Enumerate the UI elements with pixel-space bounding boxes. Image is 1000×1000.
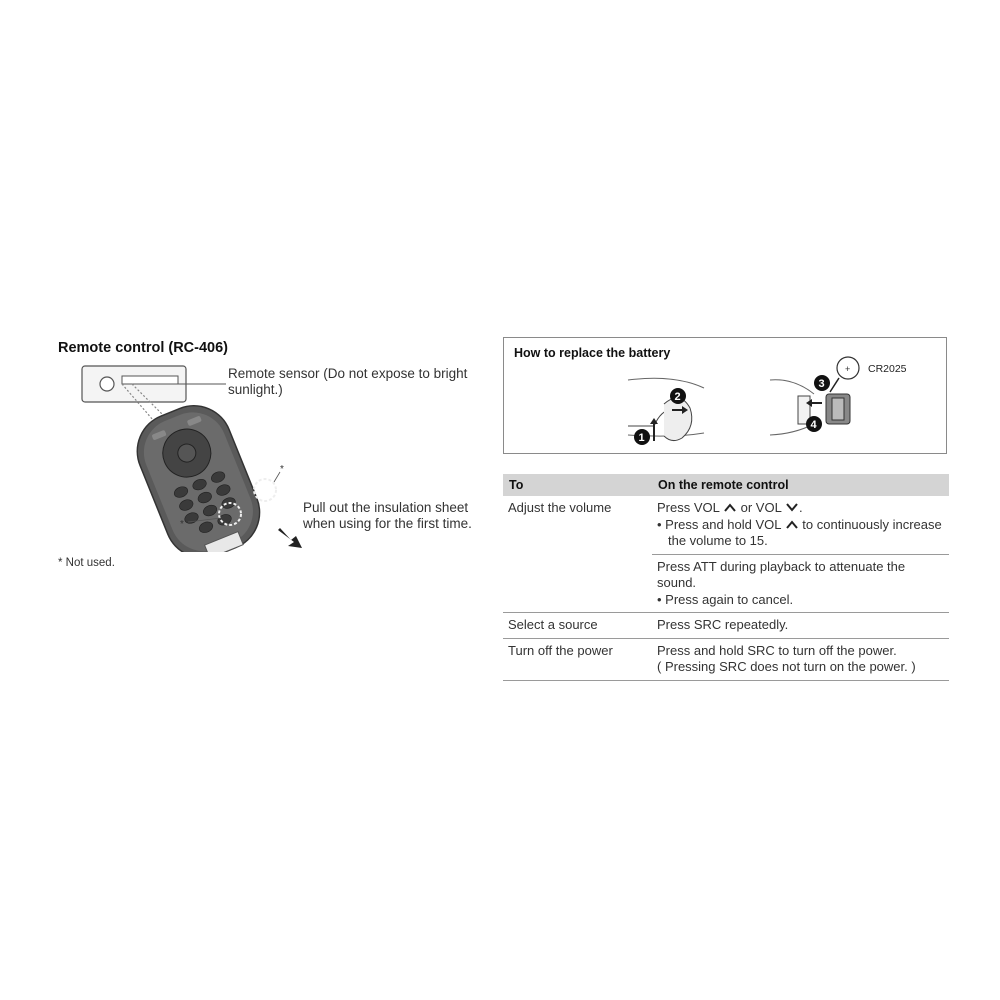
remote-sensor-note: Remote sensor (Do not expose to bright sunlight.) <box>228 366 468 397</box>
instruction-bullet: • Press again to cancel. <box>657 591 794 607</box>
bullet-text: • Press and hold VOL <box>657 516 782 532</box>
asterisk-mark: * <box>280 464 284 475</box>
table-cell-instruction <box>652 496 949 554</box>
step-1-marker <box>634 429 650 445</box>
bullet-text: to continuously increase the volume to 15. <box>668 516 942 548</box>
svg-text:+: + <box>845 364 851 374</box>
instruction-text: or VOL <box>740 500 782 515</box>
instruction-text: Press and hold SRC to turn off the power. <box>657 642 897 658</box>
table-cell-action: Turn off the power <box>503 638 652 680</box>
chevron-up-icon <box>723 501 737 513</box>
table-header-remote: On the remote control <box>652 474 949 496</box>
table-row <box>503 638 949 680</box>
step-3-marker <box>814 375 830 391</box>
asterisk-mark: * <box>180 519 184 530</box>
instruction-bullet <box>657 517 943 550</box>
svg-text:4: 4 <box>810 419 817 431</box>
table-cell-action: Adjust the volume <box>503 496 652 613</box>
table-header-row <box>503 474 949 496</box>
table-cell-instruction <box>652 554 949 613</box>
instruction-text: Press VOL <box>657 500 720 515</box>
battery-model-label: CR2025 <box>868 363 907 375</box>
chevron-down-icon <box>785 501 799 513</box>
remote-control-title: Remote control (RC-406) <box>58 340 228 356</box>
step-2-marker <box>670 388 686 404</box>
table-cell-action: Select a source <box>503 613 652 639</box>
table-cell-instruction <box>652 638 949 680</box>
instruction-text: Press ATT during playback to attenuate the sound. <box>657 558 906 590</box>
table-row <box>503 496 949 554</box>
not-used-footnote: * Not used. <box>58 557 115 569</box>
insulation-sheet-note: Pull out the insulation sheet when using for the first time. <box>303 500 472 531</box>
chevron-up-icon <box>785 518 799 530</box>
svg-text:1: 1 <box>638 432 645 444</box>
table-cell-instruction: Press SRC repeatedly. <box>652 613 949 639</box>
table-header-to: To <box>503 474 652 496</box>
remote-operations-table <box>503 474 949 681</box>
svg-text:3: 3 <box>818 378 825 390</box>
svg-text:2: 2 <box>674 391 681 403</box>
instruction-text: . <box>798 500 803 515</box>
table-row <box>503 613 949 639</box>
step-4-marker <box>806 416 822 432</box>
instruction-note: ( Pressing SRC does not turn on the power. ) <box>657 659 916 674</box>
battery-replacement-box <box>503 337 947 454</box>
battery-section-title: How to replace the battery <box>514 346 671 360</box>
